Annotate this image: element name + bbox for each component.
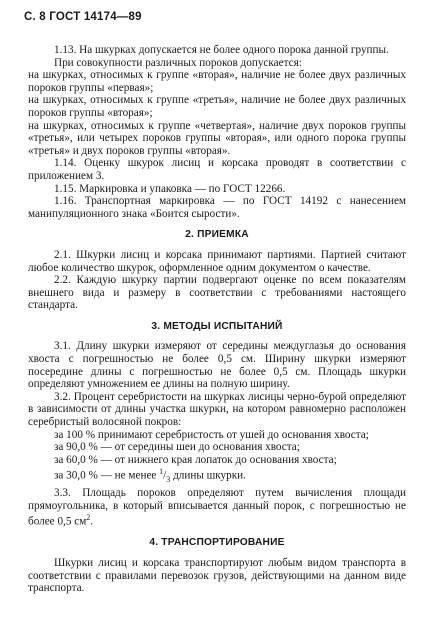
- clause-1-13: 1.13. На шкурках допускается не более одного порока данной группы.: [54, 44, 389, 56]
- clause-2-1: 2.1. Шкурки лисиц и корсака принимают партиями. Партией считают любое количество шкурок, оформленное одним документом о качестве.: [28, 248, 406, 274]
- clause-1-15: 1.15. Маркировка и упаковка — по ГОСТ 12266.: [54, 182, 286, 195]
- clause-3-1: 3.1. Длину шкурки измеряют от середины междуглазья до основания хвоста с погрешностью не более 0,5 см. Ширину шкурки измеряют посередине длины с погрешностью не более 0,5 см. Площадь шкурки определяют умножением ее длины на полную ширину.: [28, 340, 406, 391]
- combination-item-third: на шкурках, относимых к группе «третья», наличие не более двух различных пороков группы «вторая»;: [28, 94, 406, 119]
- unit-exponent: 2: [86, 513, 91, 523]
- clause-4: Шкурки лисиц и корсака транспортируют любым видом транспорта в соответствии с правилами перевозок грузов, действующими на данном виде транспорта.: [28, 557, 406, 595]
- combination-item-second: на шкурках, относимых к группе «вторая», наличие не более двух различных пороков группы «первая»;: [28, 69, 406, 94]
- clause-3-3-text: 3.3. Площадь пороков определяют путем вычисления площади прямоугольника, в который вписывается данный порок, с погрешностью не более 0,5 см: [28, 486, 406, 528]
- silver-30-tail: длины шкурки.: [170, 470, 246, 483]
- clause-1-16: 1.16. Транспортная маркировка — по ГОСТ 14192 с нанесением манипуляционного знака «Боится сырости».: [28, 195, 406, 220]
- clause-3-3: [28, 487, 406, 529]
- document-body: [28, 44, 406, 595]
- section-heading-test-methods: 3. МЕТОДЫ ИСПЫТАНИЙ: [151, 320, 283, 332]
- silver-30: за 30,0 % — не менее $^1/_3$ длины шкурки.: [54, 467, 246, 485]
- silver-60: за 60,0 % — от нижнего края лопаток до основания хвоста;: [54, 453, 337, 466]
- clause-3-3-tail: .: [90, 515, 94, 528]
- combination-item-fourth: на шкурках, относимых к группе «четвертая», наличие двух пороков группы «третья», или четырех пороков группы «вторая», или одного порока группы «третья» и двух пороков группы «вторая».: [28, 119, 406, 157]
- clause-1-14: 1.14. Оценку шкурок лисиц и корсака проводят в соответствии с приложением 3.: [28, 157, 406, 182]
- combination-intro: При совокупности различных пороков допускается:: [54, 56, 302, 69]
- page-header: С. 8 ГОСТ 14174—89: [24, 11, 142, 23]
- section-heading-acceptance: 2. ПРИЕМКА: [185, 229, 249, 241]
- silver-30-text: за 30,0 % — не менее: [54, 470, 160, 483]
- silver-90: за 90,0 % — от середины шеи до основания хвоста;: [54, 441, 300, 454]
- silver-100: за 100 % принимают серебристость от ушей до основания хвоста;: [54, 428, 369, 441]
- clause-2-2: 2.2. Каждую шкурку партии подвергают оценке по всем показателям внешнего вида и размеру в соответствии с требованиями настоящего стандарта.: [28, 274, 406, 312]
- section-heading-transport: 4. ТРАНСПОРТИРОВАНИЕ: [149, 537, 285, 549]
- fraction-denominator: 3: [166, 475, 171, 485]
- fraction-numerator: 1: [159, 467, 164, 477]
- clause-3-2: 3.2. Процент серебристости на шкурках лисицы черно-бурой определяют в зависимости от длины участка шкурки, на котором равномерно расположен серебристый волосяной покров:: [28, 390, 406, 429]
